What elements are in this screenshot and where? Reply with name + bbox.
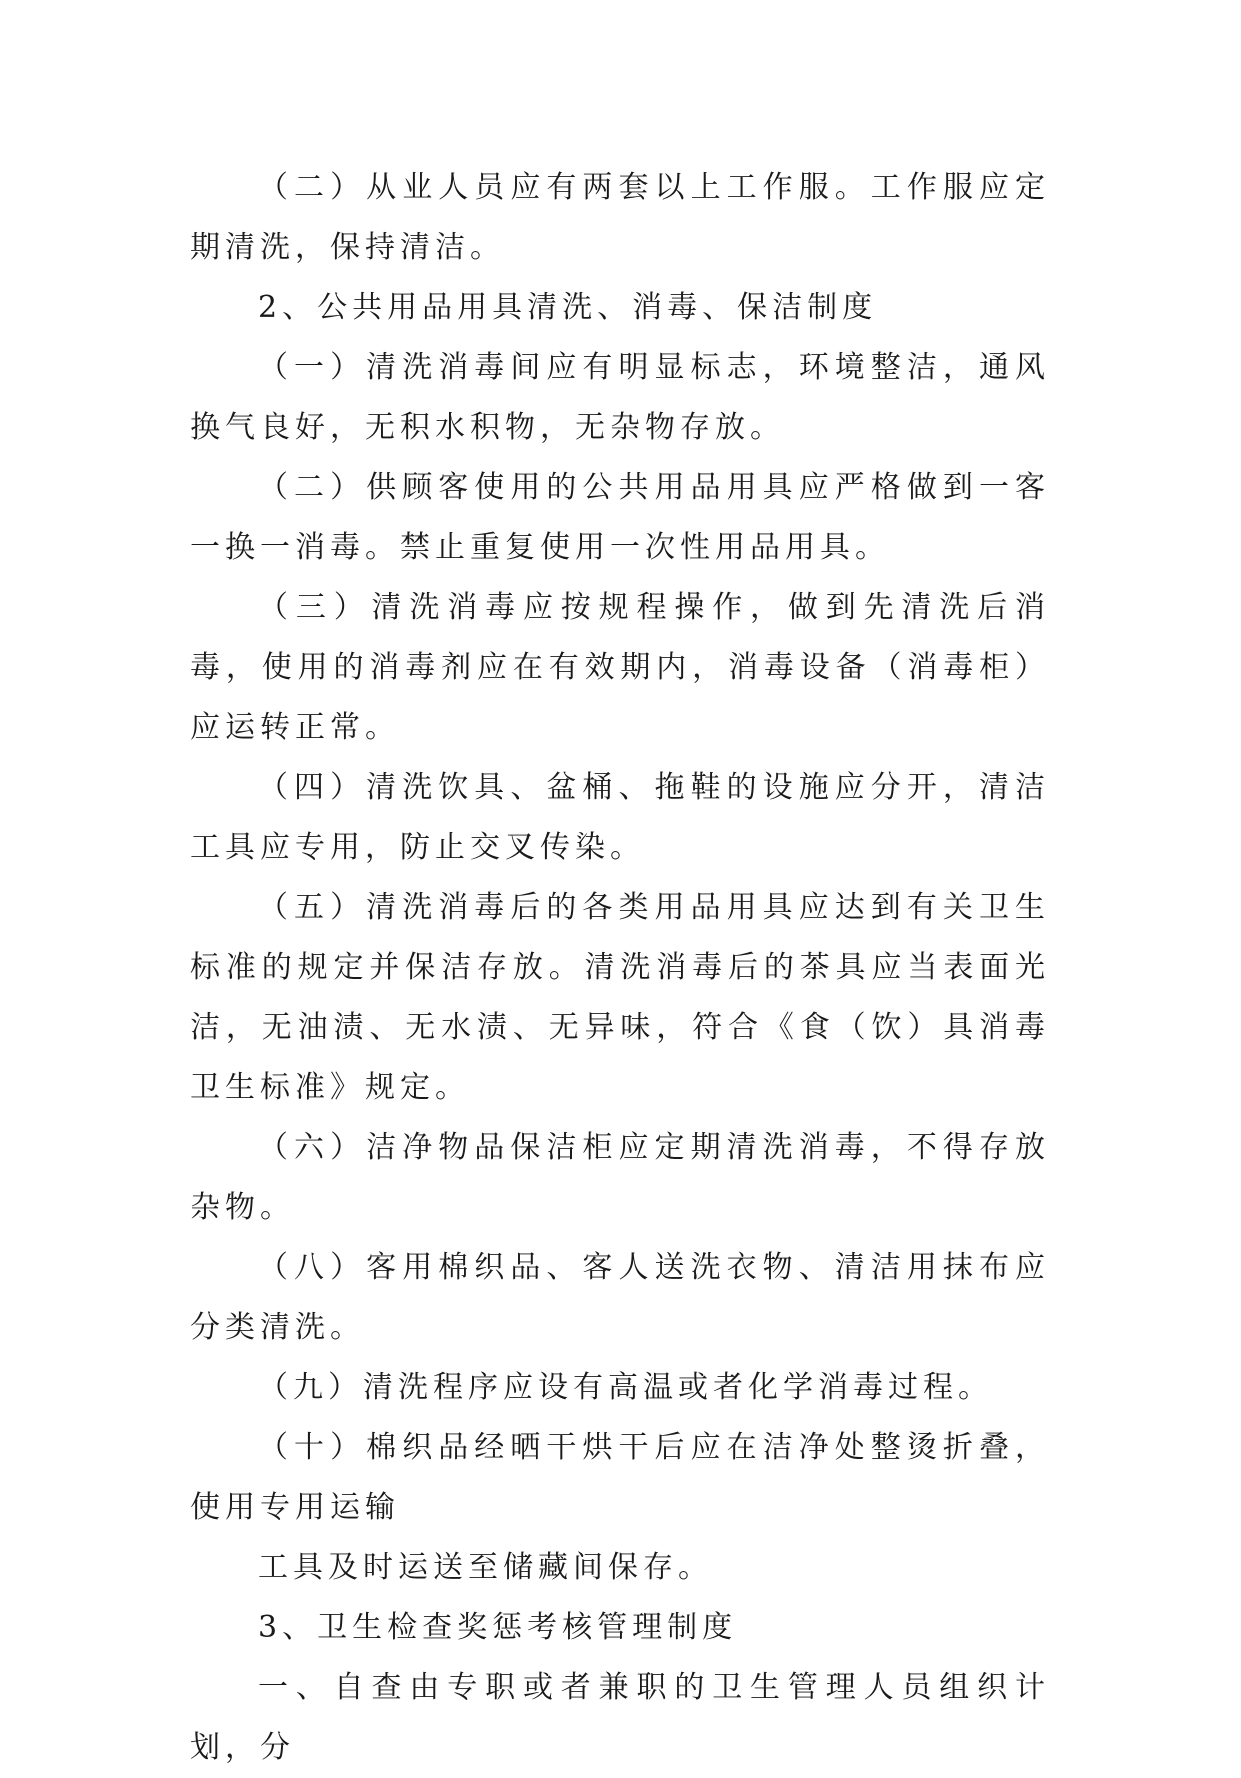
paragraph-1: （二）从业人员应有两套以上工作服。工作服应定期清洗，保持清洁。: [190, 170, 1050, 265]
section-heading-2: 2、公共用品用具清洗、消毒、保洁制度: [258, 290, 878, 325]
paragraph-5: （三）清洗消毒应按规程操作，做到先清洗后消毒，使用的消毒剂应在有效期内，消毒设备（消毒柜）应运转正常。: [190, 590, 1050, 745]
paragraph-8: （六）洁净物品保洁柜应定期清洗消毒，不得存放杂物。: [190, 1130, 1050, 1225]
section-heading-3: 3、卫生检查奖惩考核管理制度: [258, 1610, 738, 1645]
document-body: [190, 158, 1050, 1778]
paragraph-14: 一、自查由专职或者兼职的卫生管理人员组织计划，分: [190, 1670, 1050, 1765]
paragraph-12: 工具及时运送至储藏间保存。: [258, 1550, 713, 1585]
paragraph-4: （二）供顾客使用的公共用品用具应严格做到一客一换一消毒。禁止重复使用一次性用品用具。: [190, 470, 1050, 565]
paragraph-7: （五）清洗消毒后的各类用品用具应达到有关卫生标准的规定并保洁存放。清洗消毒后的茶具应当表面光洁，无油渍、无水渍、无异味，符合《食（饮）具消毒卫生标准》规定。: [190, 890, 1050, 1105]
paragraph-10: （九）清洗程序应设有高温或者化学消毒过程。: [258, 1370, 993, 1405]
paragraph-6: （四）清洗饮具、盆桶、拖鞋的设施应分开，清洁工具应专用，防止交叉传染。: [190, 770, 1050, 865]
paragraph-3: （一）清洗消毒间应有明显标志，环境整洁，通风换气良好，无积水积物，无杂物存放。: [190, 350, 1050, 445]
paragraph-11: （十）棉织品经晒干烘干后应在洁净处整烫折叠，使用专用运输: [190, 1430, 1050, 1525]
paragraph-9: （八）客用棉织品、客人送洗衣物、清洁用抹布应分类清洗。: [190, 1250, 1050, 1345]
